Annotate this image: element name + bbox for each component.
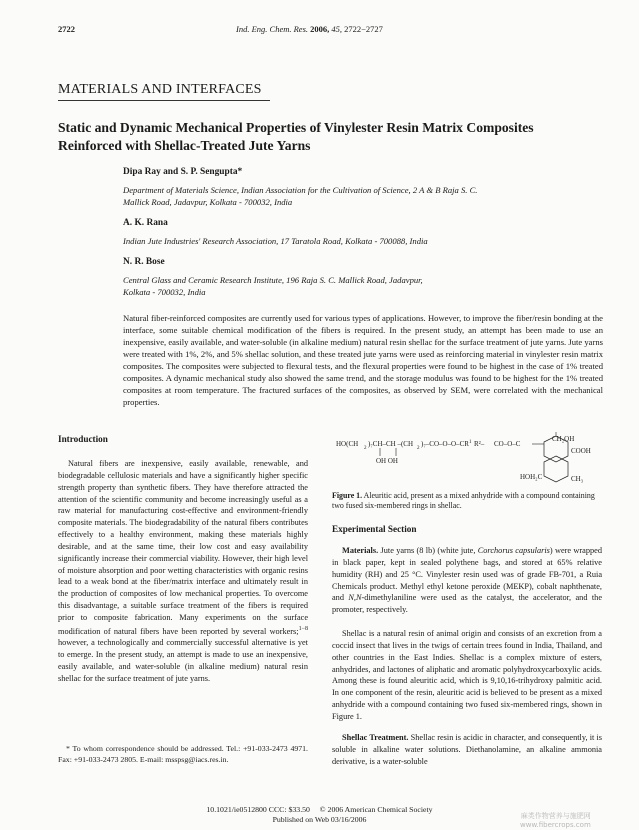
formula-part: HO(CH: [336, 440, 359, 448]
figure-caption-text: Aleuritic acid, present as a mixed anhydride with a compound containing two fused six-membered rings in shellac.: [332, 491, 595, 511]
intro-text: Natural fibers are inexpensive, easily available, renewable, and biodegradable cellulosic materials and have a significantly higher specific strength property than synthetic fibers. They have therefore attracted the attention of the scientific community and become increasingly useful as a raw material for manufacturing cost-effective and environment-friendly composite materials. The biodegradability of the natural fibers contributes effectively to a healthy environment, making these materials highly desirable, and at the same time, their low cost and easy availability significantly increase their commercial viability. However, their high level of moisture absorption and poor wetting characteristics with organic resins lead to a weak bond at the fiber/matrix interface and ultimately result in the production of composites of low mechanical properties. To overcome this disadvantage, a suitable surface treatment of the fibers is required prior to composite fabrication. Many experiments on the surface modification of natural fibers have been reported by several workers;: [58, 459, 308, 636]
shellac-paragraph: Shellac is a natural resin of animal origin and consists of an excretion from a coccid insect that lives in the twigs of certain trees found in India, Thailand, and other countries in the East Indies. Shellac is a complex mixture of esters, anhydrides, and lactones of aliphatic and aromatic polyhydroxycarboxylic acids. Among these is found aleuritic acid, which is 9,10,16-trihydroxy palmitic acid. In one component of the resin, aleuritic acid is believed to be present as a mixed anhydride with a compound containing two fused six-membered rings, shown in Figure 1.: [332, 629, 602, 721]
svg-text:2: 2: [417, 446, 420, 451]
journal-reference: [236, 24, 383, 34]
nn-prefix: N,N: [348, 593, 362, 603]
svg-text:2: 2: [364, 446, 367, 451]
materials-text: ) were wrapped in black paper, kept in sealed polythene bags, and stored at 65% relative humidity (RH) and 25 °C. Vinylester resin used was of grade FB-701, a Ruia Chemicals product. Methyl ethyl ketone peroxide (MEKP), cobalt naphthenate, and: [332, 546, 602, 603]
author-names: A. K. Rana: [123, 218, 168, 228]
cooh-label: COOH: [571, 447, 591, 455]
author-names: Dipa Ray and S. P. Sengupta*: [123, 167, 243, 177]
intro-text-end: however, a technologically and commercially successful alternative is yet to emerge. In the present study, an attempt is made to use an inexpensive, easily available, and water-soluble (in alkaline medium) natural resin shellac for the surface treatment of jute yarns.: [58, 638, 308, 683]
journal-volume: 45,: [331, 24, 343, 34]
svg-text:1: 1: [469, 440, 472, 445]
figure-1-caption: [332, 491, 602, 512]
journal-pages: 2722−2727: [344, 24, 383, 34]
watermark-line: 麻类作物营养与施肥网: [520, 812, 591, 820]
affiliation-line: Central Glass and Ceramic Research Institute, 196 Raja S. C. Mallick Road, Jadavpur,: [123, 275, 423, 285]
materials-text: Jute yarns (8 lb) (white jute,: [378, 546, 478, 555]
materials-paragraph: [332, 545, 602, 616]
abstract: Natural fiber-reinforced composites are currently used for various types of applications. However, to improve the fiber/resin bonding at the interface, some suitable chemical modification of the fibers is required. In the present study, an attempt has been made to use an inexpensive, easily available, and water-soluble (in alkaline medium) natural resin shellac for the surface treatment of jute yarns. Jute yarns were treated with 1%, 2%, and 5% shellac solution, and these treated jute yarns were used as reinforcing material in vinylester resin matrix composites. The composites were subjected to flexural tests, and the flexural properties were found to be highest in the case of 1% treated composites. A dynamic mechanical study also showed the same trend, and the storage modulus was found to be highest for the 1% treated composites at room temperature. The fractured surfaces of the composites, as observed by SEM, were correlated with the mechanical properties.: [123, 313, 603, 407]
hoh2c-label: HOH₂C: [520, 473, 543, 481]
watermark-line: www.fibercrops.com: [520, 821, 591, 829]
journal-year: 2006,: [310, 24, 330, 34]
formula-part: R²–: [474, 440, 485, 448]
affiliation-line: Indian Jute Industries' Research Association, 17 Taratola Road, Kolkata - 700088, India: [123, 236, 428, 246]
ch2oh-label: CH₂OH: [552, 435, 575, 443]
materials-text: -dimethylaniline were used as the catalyst, the accelerator, and the promoter, respectively.: [332, 593, 602, 615]
figure-1-structure: [332, 432, 602, 488]
page-number: 2722: [58, 24, 75, 34]
treatment-text: Shellac resin is acidic in character, and consequently, it is soluble in alkaline water solutions. Diethanolamine, an alkaline ammonia derivative, is a water-soluble: [332, 733, 603, 766]
article-title: [58, 119, 598, 155]
author-names: N. R. Bose: [123, 257, 165, 267]
section-rule: [58, 100, 270, 101]
experimental-heading: Experimental Section: [332, 524, 417, 534]
formula-part: )₇–CO–O–O–CR: [421, 440, 469, 448]
shellac-treatment-paragraph: [332, 732, 602, 768]
species-name: Corchorus capsularis: [477, 546, 550, 555]
formula-part: CO–O–C: [494, 440, 521, 448]
published-line: Published on Web 03/16/2006: [272, 815, 367, 824]
section-heading: MATERIALS AND INTERFACES: [58, 82, 262, 97]
correspondence-footnote: * To whom correspondence should be addressed. Tel.: +91-033-2473 4971. Fax: +91-033-2473 2805. E-mail: msspsg@iacs.res.in.: [58, 744, 308, 764]
ch3-label: CH₃: [571, 475, 584, 483]
title-line-2: Reinforced with Shellac-Treated Jute Yarns: [58, 138, 311, 153]
doi-line: 10.1021/ie0512800 CCC: $33.50 © 2006 American Chemical Society: [206, 805, 433, 814]
title-line-1: Static and Dynamic Mechanical Properties of Vinylester Resin Matrix Composites: [58, 120, 534, 135]
figure-label: Figure 1.: [332, 491, 363, 500]
affiliation: [123, 235, 583, 247]
affiliation-line: Kolkata - 700032, India: [123, 287, 206, 297]
formula-part: )₇CH–CH –(CH: [368, 440, 414, 448]
affiliation-line: Mallick Road, Jadavpur, Kolkata - 700032, India: [123, 197, 293, 207]
hydroxyl-labels: OH OH: [376, 457, 398, 465]
introduction-heading: Introduction: [58, 434, 108, 444]
affiliation-line: Department of Materials Science, Indian Association for the Cultivation of Science, 2 A & B Raja S. C.: [123, 185, 478, 195]
treatment-lead: Shellac Treatment.: [342, 733, 409, 742]
ring-lower: [544, 456, 568, 482]
watermark: [520, 812, 591, 830]
affiliation: [123, 274, 583, 298]
affiliation: [123, 184, 583, 208]
materials-lead: Materials.: [342, 546, 379, 555]
citation-ref[interactable]: 1−8: [298, 625, 308, 632]
chemical-structure-diagram: [332, 432, 602, 488]
introduction-paragraph: [58, 458, 308, 685]
journal-name: Ind. Eng. Chem. Res.: [236, 24, 309, 34]
